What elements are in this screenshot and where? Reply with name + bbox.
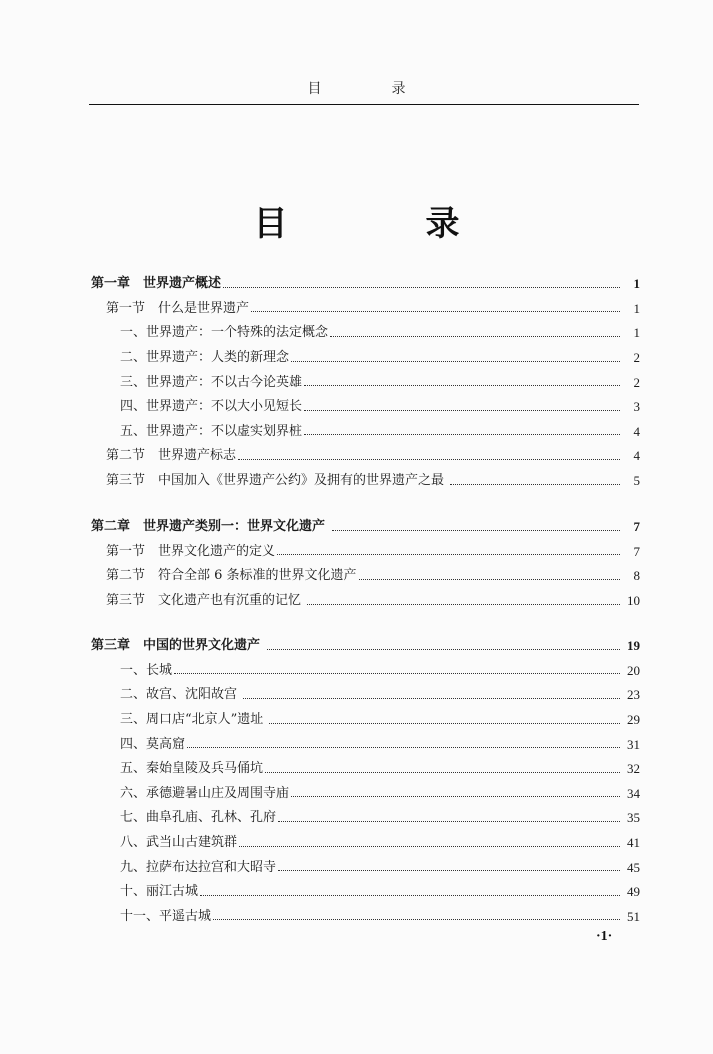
toc-entry-title: 第三章 中国的世界文化遗产: [91, 638, 265, 654]
dot-leader: [265, 772, 620, 773]
toc-entry-item[interactable]: [0, 395, 713, 420]
toc-entry-page-number: 1: [633, 325, 640, 341]
dot-leader: [304, 410, 620, 411]
toc-entry-page-number: 31: [627, 736, 640, 752]
toc-entry-item[interactable]: [0, 708, 713, 733]
toc-entry-item[interactable]: [0, 880, 713, 905]
toc-entry-page-number: 51: [627, 908, 640, 924]
toc-entry-item[interactable]: [0, 905, 713, 930]
toc-entry-title: 三、世界遗产：不以古今论英雄: [120, 374, 303, 390]
dot-leader: [187, 747, 620, 748]
toc-entry-title: 第二章 世界遗产类别一：世界文化遗产: [91, 519, 330, 535]
dot-leader: [278, 821, 620, 822]
toc-entry-title: 第二节 符合全部 6 条标准的世界文化遗产: [106, 568, 357, 584]
toc-entry-chapter[interactable]: [0, 634, 713, 659]
toc-entry-item[interactable]: [0, 757, 713, 782]
dot-leader: [278, 870, 620, 871]
dot-leader: [223, 287, 620, 288]
toc-entry-item[interactable]: [0, 782, 713, 807]
toc-group-chapter-2: [0, 515, 713, 613]
toc-entry-page-number: 35: [627, 810, 640, 826]
toc-entry-title: 七、曲阜孔庙、孔林、孔府: [120, 810, 277, 826]
running-header: 目 录: [307, 81, 434, 97]
toc-entry-page-number: 19: [627, 638, 640, 654]
toc-entry-title: 四、世界遗产：不以大小见短长: [120, 399, 303, 415]
toc-entry-page-number: 32: [627, 761, 640, 777]
dot-leader: [277, 554, 620, 555]
dot-leader: [304, 434, 620, 435]
toc-entry-item[interactable]: [0, 683, 713, 708]
dot-leader: [269, 723, 620, 724]
toc-entry-page-number: 49: [627, 884, 640, 900]
dot-leader: [291, 796, 620, 797]
toc-entry-title: 一、世界遗产：一个特殊的法定概念: [120, 325, 329, 341]
toc-entry-page-number: 41: [627, 835, 640, 851]
toc-entry-title: 十一、平遥古城: [120, 908, 212, 924]
toc-entry-page-number: 8: [633, 568, 640, 584]
dot-leader: [174, 673, 620, 674]
toc-entry-title: 五、秦始皇陵及兵马俑坑: [120, 761, 264, 777]
toc-entry-item[interactable]: [0, 659, 713, 684]
toc-entry-page-number: 34: [627, 785, 640, 801]
dot-leader: [291, 361, 620, 362]
toc-entry-section[interactable]: [0, 589, 713, 614]
dot-leader: [267, 649, 620, 650]
toc-entry-chapter[interactable]: [0, 515, 713, 540]
page-number: ·1·: [596, 929, 613, 944]
toc-entry-page-number: 23: [627, 687, 640, 703]
toc-entry-title: 第一节 什么是世界遗产: [106, 300, 250, 316]
toc-entry-title: 九、拉萨布达拉宫和大昭寺: [120, 859, 277, 875]
toc-entry-title: 二、故宫、沈阳故宫: [120, 687, 242, 703]
toc-entry-page-number: 10: [627, 593, 640, 609]
toc-entry-page-number: 20: [627, 662, 640, 678]
dot-leader: [239, 846, 620, 847]
toc-entry-section[interactable]: [0, 564, 713, 589]
dot-leader: [251, 311, 620, 312]
toc-entry-page-number: 45: [627, 859, 640, 875]
toc-entry-title: 第一节 世界文化遗产的定义: [106, 543, 276, 559]
toc-entry-page-number: 7: [633, 519, 640, 535]
dot-leader: [307, 604, 620, 605]
dot-leader: [200, 895, 620, 896]
toc-entry-title: 四、莫高窟: [120, 736, 186, 752]
toc-entry-section[interactable]: [0, 469, 713, 494]
dot-leader: [304, 385, 620, 386]
toc-entry-title: 第三节 中国加入《世界遗产公约》及拥有的世界遗产之最: [106, 473, 449, 489]
toc-entry-page-number: 5: [633, 473, 640, 489]
toc-entry-item[interactable]: [0, 831, 713, 856]
dot-leader: [238, 459, 620, 460]
toc-entry-page-number: 1: [633, 276, 640, 292]
toc-entry-page-number: 7: [633, 543, 640, 559]
dot-leader: [450, 484, 620, 485]
toc-entry-item[interactable]: [0, 321, 713, 346]
toc-entry-title: 八、武当山古建筑群: [120, 835, 238, 851]
header-rule: [89, 104, 639, 105]
toc-entry-title: 第三节 文化遗产也有沉重的记忆: [106, 593, 306, 609]
toc-entry-page-number: 3: [633, 399, 640, 415]
toc-entry-page-number: 4: [633, 448, 640, 464]
toc-entry-title: 十、丽江古城: [120, 884, 199, 900]
dot-leader: [359, 579, 620, 580]
toc-entry-item[interactable]: [0, 806, 713, 831]
toc-entry-title: 六、承德避暑山庄及周围寺庙: [120, 785, 290, 801]
toc-entry-title: 二、世界遗产：人类的新理念: [120, 350, 290, 366]
toc-entry-item[interactable]: [0, 420, 713, 445]
dot-leader: [243, 698, 620, 699]
dot-leader: [332, 530, 620, 531]
toc-entry-page-number: 2: [633, 374, 640, 390]
toc-entry-section[interactable]: [0, 444, 713, 469]
toc-entry-item[interactable]: [0, 855, 713, 880]
toc-entry-page-number: 29: [627, 712, 640, 728]
toc-entry-page-number: 4: [633, 423, 640, 439]
page-title: 目 录: [253, 204, 512, 244]
toc-entry-title: 三、周口店“北京人”遗址: [120, 712, 268, 728]
toc-entry-item[interactable]: [0, 732, 713, 757]
toc-group-chapter-1: [0, 272, 713, 493]
toc-entry-item[interactable]: [0, 346, 713, 371]
toc-entry-title: 第一章 世界遗产概述: [91, 276, 222, 292]
toc-entry-page-number: 2: [633, 350, 640, 366]
toc-entry-title: 五、世界遗产：不以虚实划界桩: [120, 423, 303, 439]
dot-leader: [330, 336, 620, 337]
toc-group-chapter-3: [0, 634, 713, 929]
dot-leader: [213, 919, 620, 920]
toc-entry-chapter[interactable]: [0, 272, 713, 297]
toc-entry-title: 第二节 世界遗产标志: [106, 448, 237, 464]
toc-entry-title: 一、长城: [120, 662, 173, 678]
toc-entry-section[interactable]: [0, 297, 713, 322]
toc-entry-item[interactable]: [0, 370, 713, 395]
toc-entry-section[interactable]: [0, 540, 713, 565]
toc-entry-page-number: 1: [633, 300, 640, 316]
